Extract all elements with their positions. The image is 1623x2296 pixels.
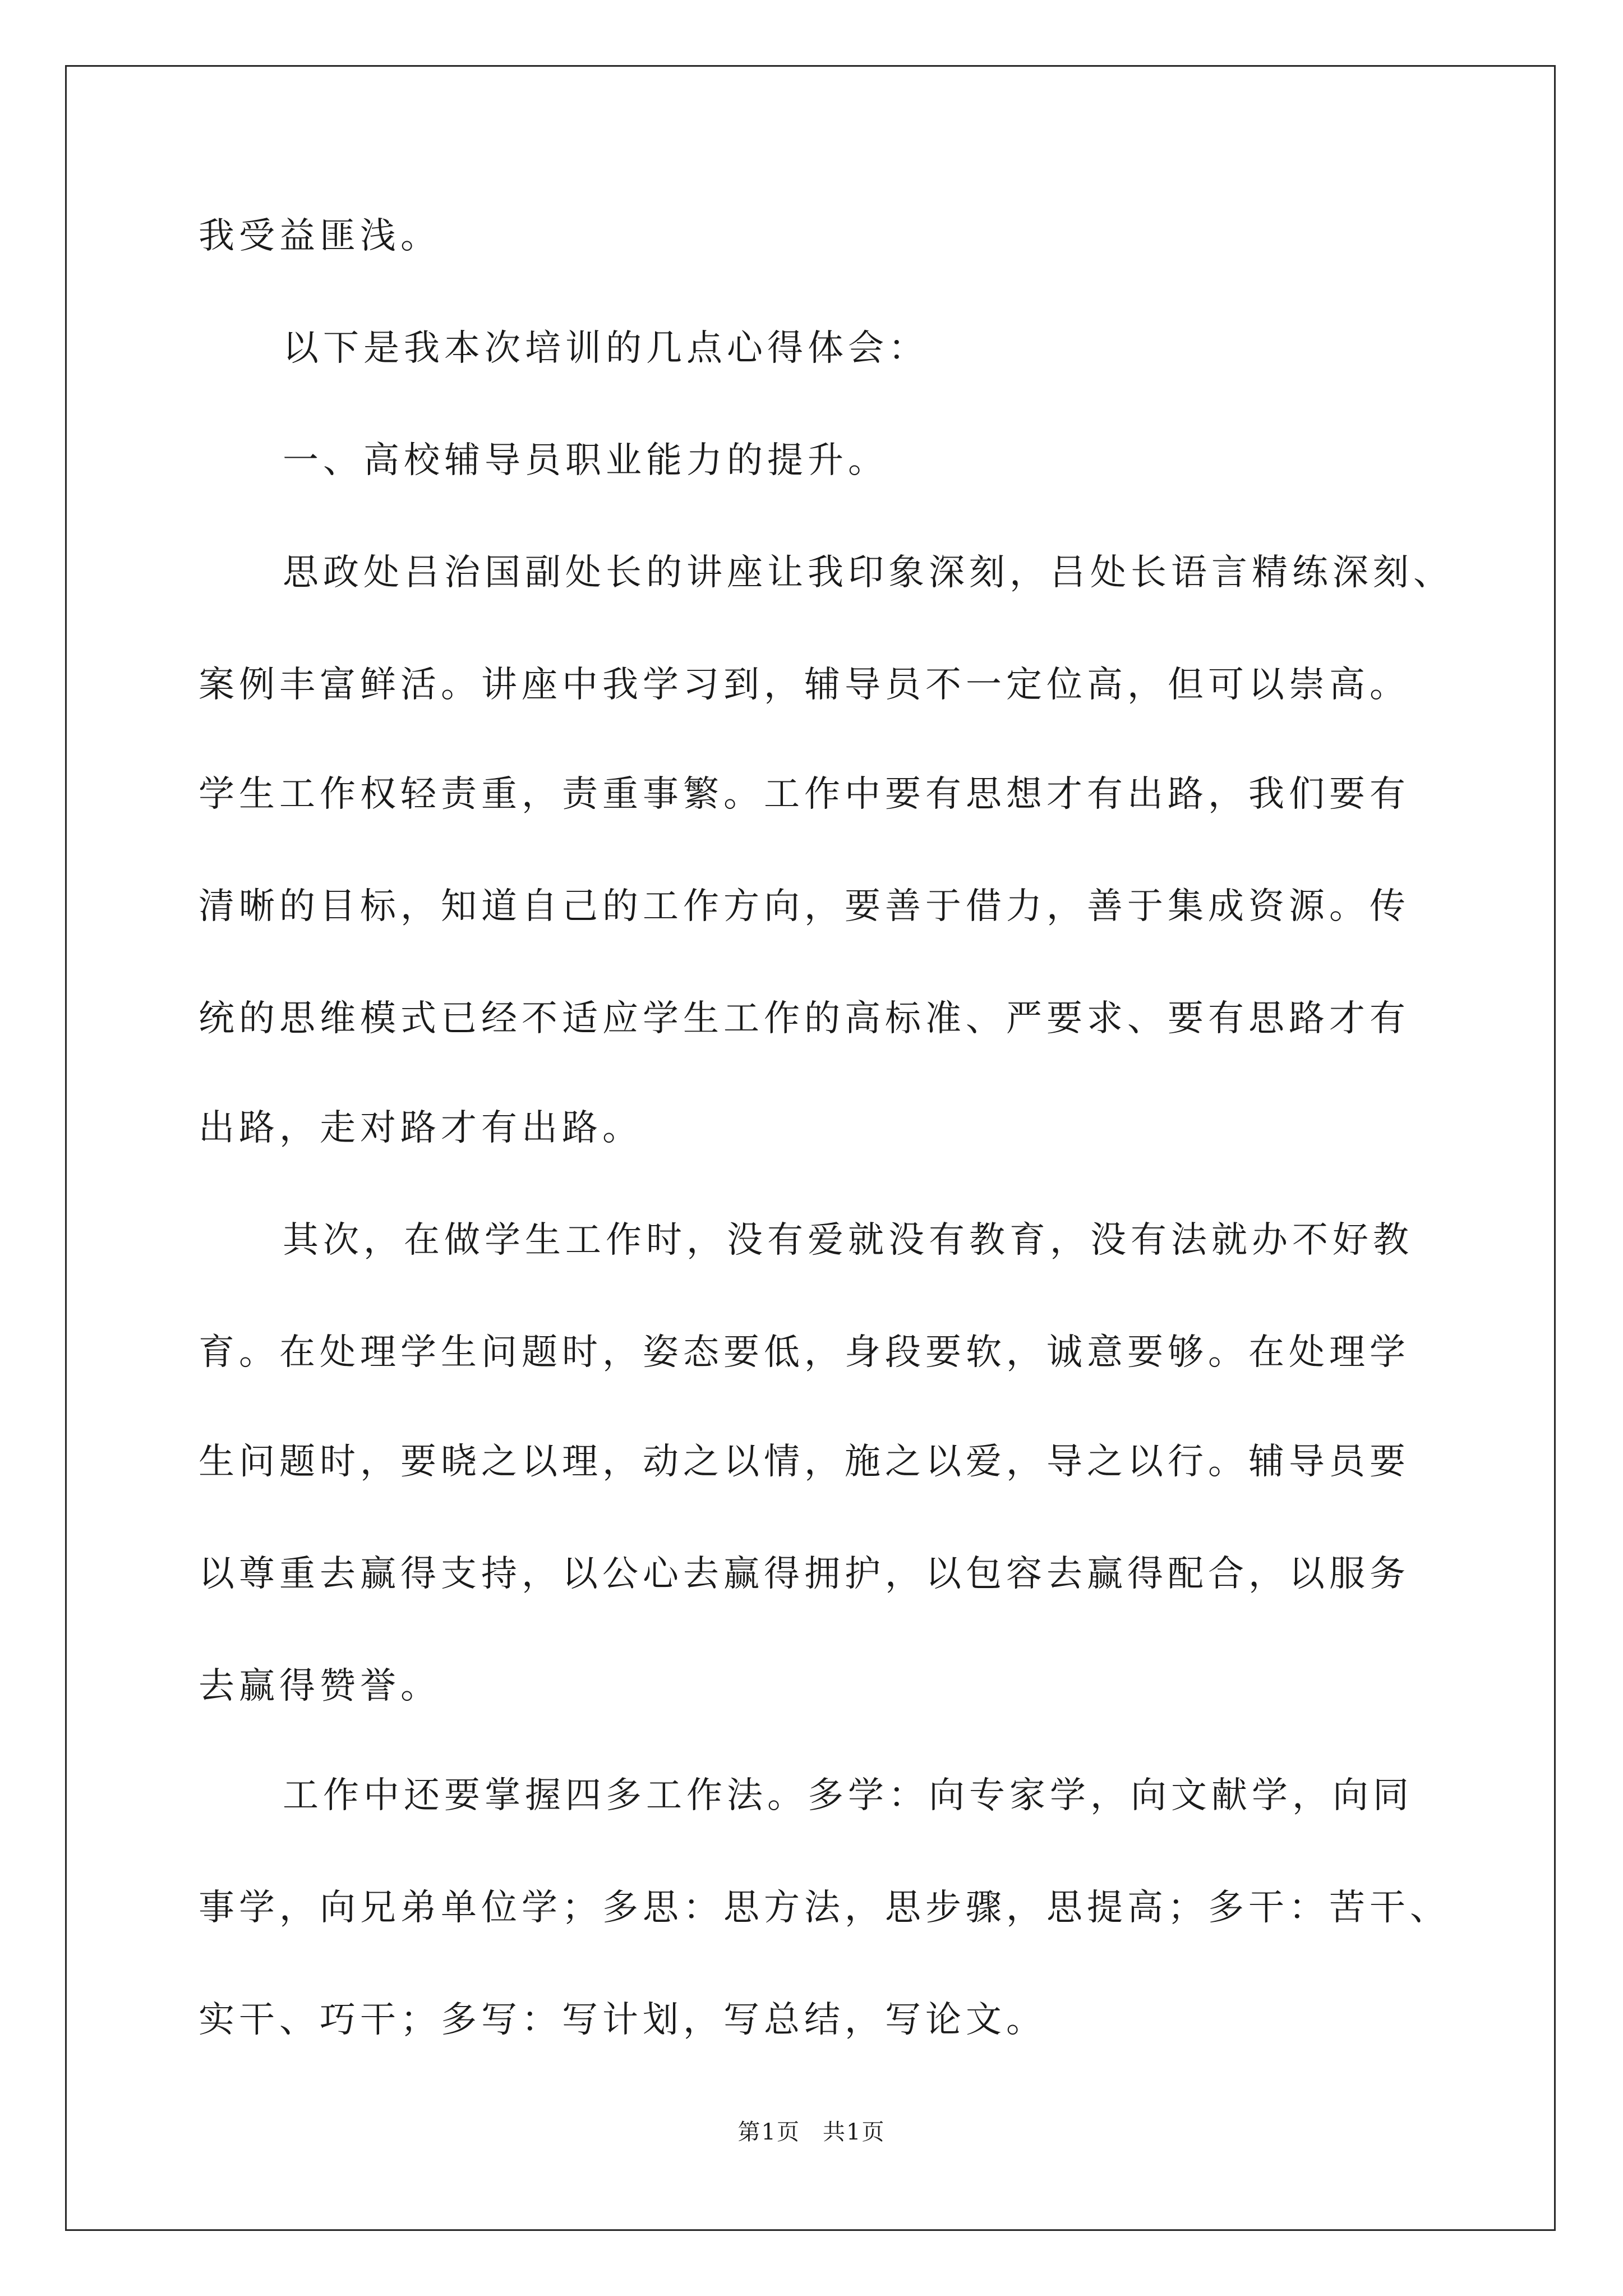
section-heading: 一、高校辅导员职业能力的提升。: [283, 440, 888, 481]
page-footer: [0, 2115, 1623, 2149]
text-line: 清晰的目标，知道自己的工作方向，要善于借力，善于集成资源。传: [199, 886, 1410, 927]
text-line: 实干、巧干；多写：写计划，写总结，写论文。: [199, 1999, 1046, 2041]
text-line: 思政处吕治国副处长的讲座让我印象深刻，吕处长语言精练深刻、: [283, 552, 1454, 593]
text-line: 统的思维模式已经不适应学生工作的高标准、严要求、要有思路才有: [199, 998, 1410, 1039]
text-line: 学生工作权轻责重，责重事繁。工作中要有思想才有出路，我们要有: [199, 774, 1410, 815]
text-line: 事学，向兄弟单位学；多思：思方法，思步骤，思提高；多干：苦干、: [199, 1887, 1450, 1929]
text-line: 我受益匪浅。: [199, 215, 441, 257]
text-line: 生问题时，要晓之以理，动之以情，施之以爱，导之以行。辅导员要: [199, 1441, 1410, 1483]
text-line: 以下是我本次培训的几点心得体会：: [283, 328, 929, 369]
text-line: 去赢得赞誉。: [199, 1665, 441, 1707]
text-line: 工作中还要掌握四多工作法。多学：向专家学，向文献学，向同: [283, 1775, 1413, 1816]
page-total: 共1页: [823, 2119, 886, 2145]
text-line: 其次，在做学生工作时，没有爱就没有教育，没有法就办不好教: [283, 1220, 1413, 1261]
page-number: 第1页: [737, 2119, 800, 2145]
text-line: 育。在处理学生问题时，姿态要低，身段要软，诚意要够。在处理学: [199, 1332, 1410, 1373]
text-line: 案例丰富鲜活。讲座中我学习到，辅导员不一定位高，但可以崇高。: [199, 664, 1410, 706]
text-line: 以尊重去赢得支持，以公心去赢得拥护，以包容去赢得配合，以服务: [199, 1553, 1410, 1595]
text-line: 出路，走对路才有出路。: [199, 1107, 643, 1149]
